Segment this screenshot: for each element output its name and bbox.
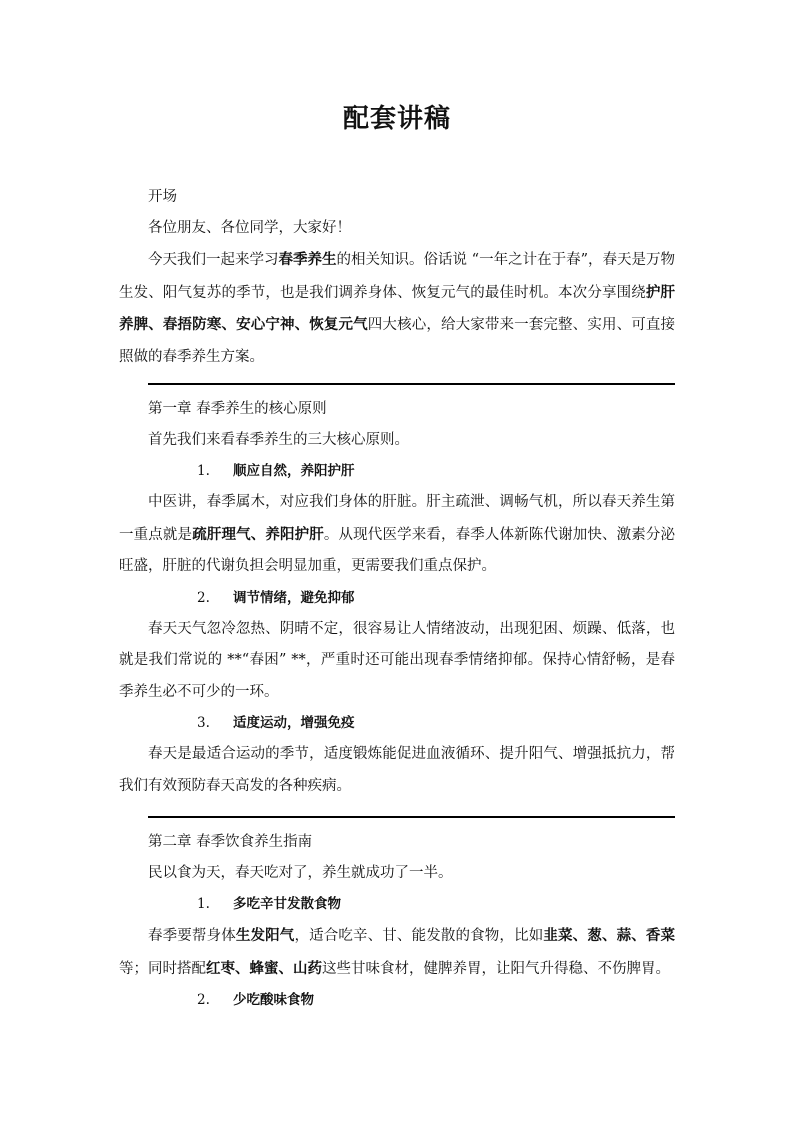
chapter2-item1-paragraph [119,920,675,985]
chapter1-item3-paragraph: 春天是最适合运动的季节，适度锻炼能促进血液循环、提升阳气、增强抵抗力，帮我们有效预防春天高发的各种疾病。 [119,746,675,794]
intro-heading: 开场 [148,189,177,205]
section-divider-1 [148,383,675,385]
c2i1-text-2: ，适合吃辛、甘、能发散的食物，比如 [294,928,544,944]
item-title: 适度运动，增强免疫 [233,715,355,731]
intro-text-3: 四大核心，给大家带来一套完整、实用、可直接照做的春季养生方案。 [119,317,675,365]
chapter1-item2-paragraph: 春天天气忽冷忽热、阴晴不定，很容易让人情绪波动，出现犯困、烦躁、低落，也就是我们常说的 **“春困” **，严重时还可能出现春季情绪抑郁。保持心情舒畅，是春季养生必不可少的一环。 [119,620,675,700]
c2i1-text-1: 春季要帮身体 [148,928,236,944]
chapter1-heading: 第一章 春季养生的核心原则 [148,401,327,417]
item-title: 顺应自然，养阳护肝 [233,463,355,479]
c1i1-text-1: 中医讲，春季属木，对应我们身体的肝脏。肝主疏泄、调畅气机，所以春天养生第一重点就是 [119,494,675,543]
chapter2-item2-title [119,985,675,1016]
chapter2-heading: 第二章 春季饮食养生指南 [148,834,313,850]
chapter1-item1-paragraph [119,487,675,583]
page-title: 配套讲稿 [342,104,451,134]
item-number: 1. [197,896,210,912]
section-divider-2 [148,816,675,818]
intro-bold-2: 护肝养脾、春捂防寒、安心宁神、恢复元气 [119,283,676,333]
chapter2-lead: 民以食为天，春天吃对了，养生就成功了一半。 [148,865,453,881]
item-number: 2. [197,992,210,1008]
document-body [119,182,675,1016]
item-title: 多吃辛甘发散食物 [233,896,341,912]
c1i1-text-2: 。从现代医学来看，春季人体新陈代谢加快、激素分泌旺盛，肝脏的代谢负担会明显加重，更需要我们重点保护。 [119,526,676,574]
chapter1-item2-title [119,583,675,614]
c2i1-text-3: 等；同时搭配 [119,960,206,977]
c1i1-bold-1: 疏肝理气、养阳护肝 [192,525,324,543]
item-number: 1. [197,463,210,479]
c2i1-text-4: 这些甘味食材，健脾养胃，让阳气升得稳、不伤脾胃。 [322,960,670,977]
c2i1-bold-3: 红枣、蜂蜜、山药 [206,959,322,977]
item-title: 少吃酸味食物 [233,992,314,1008]
chapter1-item1-title [119,456,675,487]
intro-paragraph [119,244,675,373]
intro-greeting: 各位朋友、各位同学，大家好！ [148,220,351,236]
chapter2-item1-title [119,889,675,920]
chapter1-item3-title [119,708,675,739]
item-number: 3. [197,715,210,731]
c2i1-bold-1: 生发阳气 [235,927,295,944]
intro-text-2: 的相关知识。俗话说 “一年之计在于春”，春天是万物生发、阳气复苏的季节，也是我们调养身体、恢复元气的最佳时机。本次分享围绕 [119,252,676,301]
intro-bold-1: 春季养生 [278,251,337,268]
item-number: 2. [197,589,210,606]
chapter1-lead: 首先我们来看春季养生的三大核心原则。 [148,432,409,448]
item-title: 调节情绪，避免抑郁 [233,589,355,606]
c2i1-bold-2: 韭菜、葱、蒜、香菜 [543,927,676,944]
intro-text-1: 今天我们一起来学习 [148,252,279,268]
